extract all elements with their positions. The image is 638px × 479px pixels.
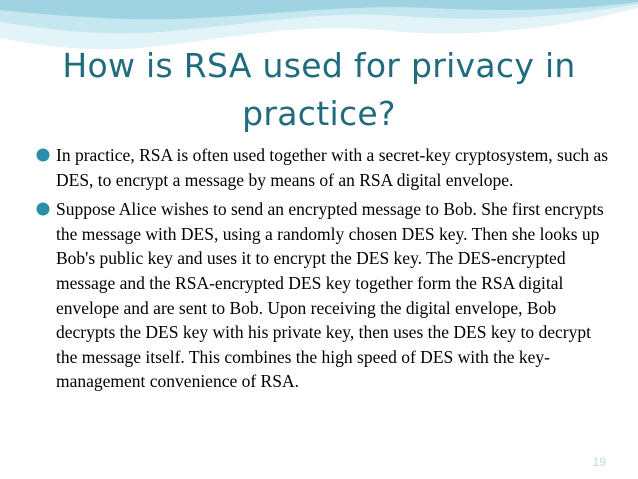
filled-circle-bullet-icon <box>36 148 50 162</box>
bullet-text: In practice, RSA is often used together with a secret-key cryptosystem, such as DES, to encrypt a message by means of an RSA digital envelope. <box>56 145 609 190</box>
title-line-1: How is RSA used for privacy in <box>62 46 576 85</box>
slide-title <box>40 42 598 138</box>
bullet-list <box>34 143 614 399</box>
title-line-2: practice? <box>242 94 396 133</box>
filled-circle-bullet-icon <box>36 202 50 216</box>
bullet-item <box>34 143 614 192</box>
bullet-item <box>34 197 614 394</box>
bullet-text: Suppose Alice wishes to send an encrypted message to Bob. She first encrypts the message with DES, using a randomly chosen DES key. Then she looks up Bob's public key and uses it to encrypt the DES key. The DES-encrypted message and the RSA-encrypted DES key together form the RSA digital envelope and are sent to Bob. Upon receiving the digital envelope, Bob decrypts the DES key with his private key, then uses the DES key to decrypt the message itself. This combines the high speed of DES with the key-management convenience of RSA. <box>56 199 604 392</box>
slide-number: 19 <box>592 455 606 469</box>
